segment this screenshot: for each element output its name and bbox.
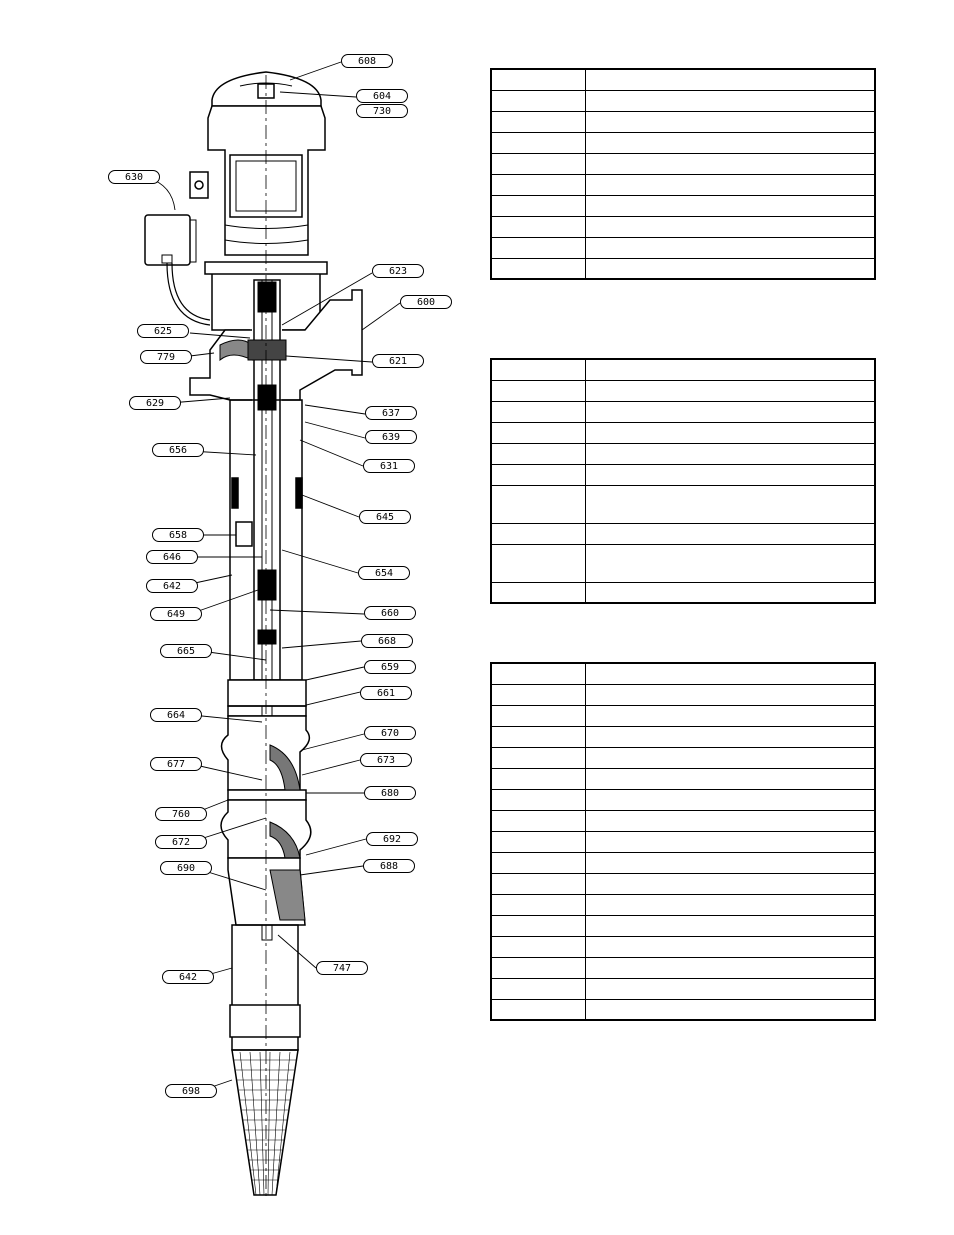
description-cell (585, 359, 875, 380)
part-number-cell (491, 789, 585, 810)
table-row (491, 69, 875, 90)
callout-645: 645 (359, 510, 411, 524)
callout-760: 760 (155, 807, 207, 821)
callout-608: 608 (341, 54, 393, 68)
description-cell (585, 111, 875, 132)
description-cell (585, 544, 875, 582)
description-cell (585, 401, 875, 422)
control-box (145, 215, 190, 265)
description-cell (585, 705, 875, 726)
table-row (491, 380, 875, 401)
table-row (491, 258, 875, 279)
description-cell (585, 237, 875, 258)
table-row (491, 915, 875, 936)
callout-664: 664 (150, 708, 202, 722)
callout-600: 600 (400, 295, 452, 309)
part-number-cell (491, 258, 585, 279)
table-row (491, 582, 875, 603)
part-number-cell (491, 523, 585, 544)
table-row (491, 747, 875, 768)
description-cell (585, 915, 875, 936)
description-cell (585, 873, 875, 894)
table-row (491, 726, 875, 747)
callout-665: 665 (160, 644, 212, 658)
lifting-lug (190, 172, 208, 198)
part-number-cell (491, 237, 585, 258)
callout-623: 623 (372, 264, 424, 278)
callout-680: 680 (364, 786, 416, 800)
part-number-cell (491, 726, 585, 747)
table-row (491, 443, 875, 464)
part-number-cell (491, 768, 585, 789)
part-number-cell (491, 831, 585, 852)
table-row (491, 999, 875, 1020)
part-number-cell (491, 359, 585, 380)
table-row (491, 831, 875, 852)
table-row (491, 978, 875, 999)
part-number-cell (491, 90, 585, 111)
table-row (491, 810, 875, 831)
table-row (491, 401, 875, 422)
description-cell (585, 810, 875, 831)
description-cell (585, 523, 875, 544)
part-number-cell (491, 663, 585, 684)
table-row (491, 422, 875, 443)
table-row (491, 90, 875, 111)
table-row (491, 957, 875, 978)
table-row (491, 936, 875, 957)
part-number-cell (491, 443, 585, 464)
callout-646: 646 (146, 550, 198, 564)
table-row (491, 195, 875, 216)
part-number-cell (491, 810, 585, 831)
part-number-cell (491, 174, 585, 195)
part-number-cell (491, 915, 585, 936)
description-cell (585, 195, 875, 216)
table-row (491, 359, 875, 380)
discharge-head (282, 290, 362, 400)
callout-642: 642 (146, 579, 198, 593)
part-number-cell (491, 894, 585, 915)
callout-747: 747 (316, 961, 368, 975)
description-cell (585, 582, 875, 603)
callout-668: 668 (361, 634, 413, 648)
callout-604: 604 (356, 89, 408, 103)
callout-639: 639 (365, 430, 417, 444)
table-row (491, 705, 875, 726)
callout-692: 692 (366, 832, 418, 846)
table-row (491, 464, 875, 485)
description-cell (585, 684, 875, 705)
description-cell (585, 485, 875, 523)
part-number-cell (491, 936, 585, 957)
description-cell (585, 174, 875, 195)
table-row (491, 768, 875, 789)
callout-672: 672 (155, 835, 207, 849)
parts-table-2 (490, 358, 876, 604)
callout-654: 654 (358, 566, 410, 580)
callout-625: 625 (137, 324, 189, 338)
callout-673: 673 (360, 753, 412, 767)
part-number-cell (491, 705, 585, 726)
parts-table-3 (490, 662, 876, 1021)
description-cell (585, 69, 875, 90)
part-number-cell (491, 69, 585, 90)
callout-621: 621 (372, 354, 424, 368)
part-number-cell (491, 464, 585, 485)
table-row (491, 153, 875, 174)
table-row (491, 873, 875, 894)
callout-660: 660 (364, 606, 416, 620)
part-number-cell (491, 380, 585, 401)
table-row (491, 523, 875, 544)
part-number-cell (491, 153, 585, 174)
part-number-cell (491, 747, 585, 768)
table-row (491, 789, 875, 810)
part-number-cell (491, 852, 585, 873)
table-row (491, 216, 875, 237)
description-cell (585, 894, 875, 915)
part-number-cell (491, 485, 585, 523)
table-row (491, 237, 875, 258)
parts-table-1 (490, 68, 876, 280)
description-cell (585, 464, 875, 485)
description-cell (585, 768, 875, 789)
table-row (491, 132, 875, 153)
description-cell (585, 999, 875, 1020)
table-row (491, 684, 875, 705)
description-cell (585, 90, 875, 111)
description-cell (585, 216, 875, 237)
callout-658: 658 (152, 528, 204, 542)
bearing-block (236, 522, 252, 546)
part-number-cell (491, 132, 585, 153)
motor-housing (208, 106, 325, 255)
callout-698: 698 (165, 1084, 217, 1098)
part-number-cell (491, 684, 585, 705)
table-row (491, 544, 875, 582)
table-row (491, 852, 875, 873)
part-number-cell (491, 216, 585, 237)
part-number-cell (491, 401, 585, 422)
description-cell (585, 422, 875, 443)
table-row (491, 894, 875, 915)
description-cell (585, 747, 875, 768)
callout-670: 670 (364, 726, 416, 740)
callout-631: 631 (363, 459, 415, 473)
description-cell (585, 726, 875, 747)
description-cell (585, 153, 875, 174)
table-row (491, 111, 875, 132)
callout-730: 730 (356, 104, 408, 118)
callout-630: 630 (108, 170, 160, 184)
table-row (491, 485, 875, 523)
callout-629: 629 (129, 396, 181, 410)
callout-688: 688 (363, 859, 415, 873)
part-number-cell (491, 544, 585, 582)
description-cell (585, 957, 875, 978)
part-number-cell (491, 873, 585, 894)
table-row (491, 174, 875, 195)
callout-637: 637 (365, 406, 417, 420)
part-number-cell (491, 422, 585, 443)
callout-661: 661 (360, 686, 412, 700)
callout-779: 779 (140, 350, 192, 364)
part-number-cell (491, 978, 585, 999)
callout-642: 642 (162, 970, 214, 984)
part-number-cell (491, 195, 585, 216)
description-cell (585, 789, 875, 810)
description-cell (585, 443, 875, 464)
description-cell (585, 831, 875, 852)
description-cell (585, 852, 875, 873)
callout-659: 659 (364, 660, 416, 674)
description-cell (585, 380, 875, 401)
description-cell (585, 132, 875, 153)
bowl-top-flange (228, 680, 306, 706)
part-number-cell (491, 582, 585, 603)
description-cell (585, 936, 875, 957)
description-cell (585, 663, 875, 684)
table-row (491, 663, 875, 684)
callout-649: 649 (150, 607, 202, 621)
part-number-cell (491, 111, 585, 132)
callout-690: 690 (160, 861, 212, 875)
part-number-cell (491, 957, 585, 978)
part-number-cell (491, 999, 585, 1020)
description-cell (585, 258, 875, 279)
description-cell (585, 978, 875, 999)
callout-656: 656 (152, 443, 204, 457)
callout-677: 677 (150, 757, 202, 771)
